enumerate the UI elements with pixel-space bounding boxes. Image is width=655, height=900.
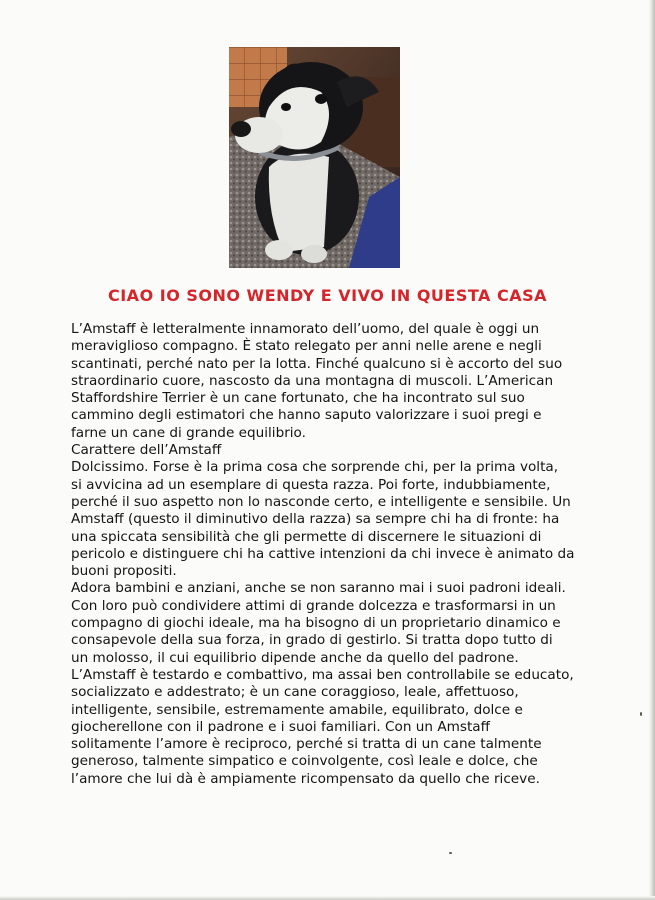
text-line: L’Amstaff è letteralmente innamorato dell’uomo, del quale è oggi un — [71, 321, 540, 337]
text-line: Amstaff (questo il diminutivo della razza) sa sempre chi ha di fronte: ha — [71, 511, 560, 528]
text-line: consapevole della sua forza, in grado di gestirlo. Si tratta dopo tutto di — [71, 632, 553, 649]
text-line: meraviglioso compagno. È stato relegato per anni nelle arene e negli — [71, 338, 542, 355]
text-line: una spiccata sensibilità che gli permette di discernere le situazioni di — [71, 528, 542, 545]
page-edge-right — [649, 0, 655, 900]
text-line: solitamente l’amore è reciproco, perché si tratta di un cane talmente — [71, 736, 542, 753]
text-line: scantinati, perché nato per la lotta. Finché qualcuno si è accorto del suo — [71, 355, 563, 372]
text-line: farne un cane di grande equilibrio. — [71, 424, 306, 441]
text-line: L’Amstaff è testardo e combattivo, ma assai ben controllabile se educato, — [71, 666, 574, 683]
text-line: si avvicina ad un esemplare di questa razza. Poi forte, indubbiamente, — [71, 476, 551, 493]
text-line: compagno di giochi ideale, ma ha bisogno di un proprietario dinamico e — [71, 615, 561, 632]
scan-speck — [449, 852, 452, 854]
text-line: socializzato e addestrato; è un cane coraggioso, leale, affettuoso, — [71, 684, 519, 701]
text-line: Adora bambini e anziani, anche se non saranno mai i suoi padroni ideali. — [71, 580, 566, 597]
scan-speck — [640, 712, 642, 716]
text-line: intelligente, sensibile, estremamente amabile, equilibrato, dolce e — [71, 701, 523, 718]
text-line: Dolcissimo. Forse è la prima cosa che sorprende chi, per la prima volta, — [71, 459, 559, 476]
text-line: pericolo e distinguere chi ha cattive intenzioni da chi invece è animato da — [71, 545, 575, 562]
section-heading: Carattere dell’Amstaff — [71, 442, 222, 459]
article-body — [71, 321, 591, 788]
text-line: buoni propositi. — [71, 563, 177, 580]
page-title: CIAO IO SONO WENDY E VIVO IN QUESTA CASA — [107, 286, 548, 305]
text-line: generoso, talmente simpatico e coinvolgente, così leale e dolce, che — [71, 753, 538, 770]
text-line: l’amore che lui dà è ampiamente ricompensato da quello che riceve. — [71, 770, 540, 787]
text-line: perché il suo aspetto non lo nasconde certo, e intelligente e sensibile. Un — [71, 493, 571, 510]
page-edge-bottom — [0, 896, 655, 900]
text-line: Con loro può condividere attimi di grande dolcezza e trasformarsi in un — [71, 597, 556, 614]
text-line: cammino degli estimatori che hanno saputo valorizzare i suoi pregi e — [71, 407, 542, 424]
dog-photo — [229, 47, 400, 268]
text-line: straordinario cuore, nascosto da una montagna di muscoli. L’American — [71, 372, 554, 389]
text-line: giocherellone con il padrone e i suoi familiari. Con un Amstaff — [71, 718, 490, 735]
dog-photo-icon — [229, 47, 400, 268]
text-line: un molosso, il cui equilibrio dipende anche da quello del padrone. — [71, 649, 519, 666]
text-line: Staffordshire Terrier è un cane fortunato, che ha incontrato sul suo — [71, 390, 525, 407]
